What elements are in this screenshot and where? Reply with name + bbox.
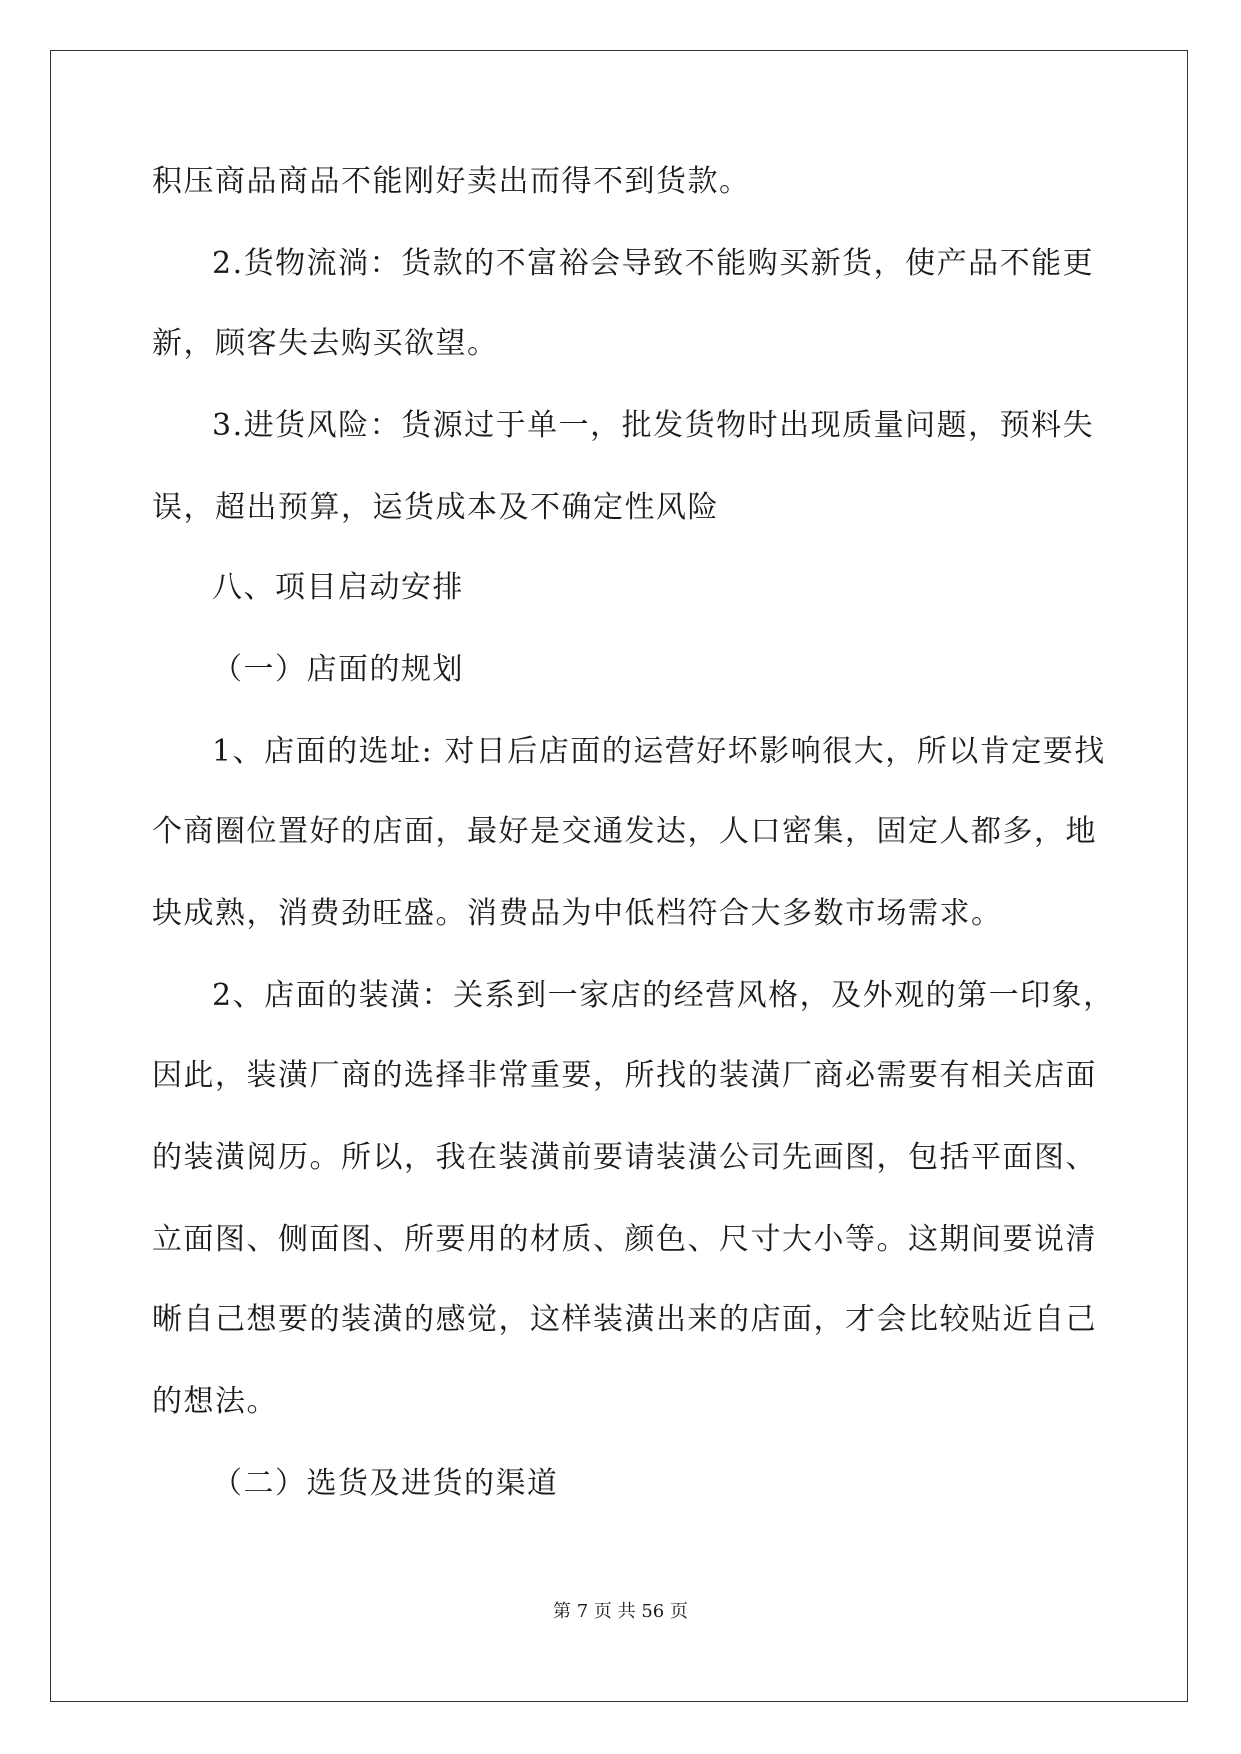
text-line: 1、店面的选址: 对日后店面的运营好坏影响很大，所以肯定要找	[212, 734, 1106, 769]
text-line: 立面图、侧面图、所要用的材质、颜色、尺寸大小等。这期间要说清	[152, 1222, 1097, 1257]
subsection-heading: （二）选货及进货的渠道	[212, 1466, 559, 1501]
section-heading: 八、项目启动安排	[212, 570, 464, 605]
text-line: 晰自己想要的装潢的感觉，这样装潢出来的店面，才会比较贴近自己	[152, 1302, 1097, 1337]
text-line: 3.进货风险：货源过于单一，批发货物时出现质量问题，预料失	[212, 408, 1095, 443]
text-line: 的想法。	[152, 1384, 278, 1419]
text-line: 的装潢阅历。所以，我在装潢前要请装潢公司先画图，包括平面图、	[152, 1140, 1097, 1175]
text-line: 误，超出预算，运货成本及不确定性风险	[152, 490, 719, 525]
subsection-heading: （一）店面的规划	[212, 652, 464, 687]
text-line: 积压商品商品不能刚好卖出而得不到货款。	[152, 164, 751, 199]
text-line: 个商圈位置好的店面，最好是交通发达，人口密集，固定人都多，地	[152, 814, 1097, 849]
text-line: 块成熟，消费劲旺盛。消费品为中低档符合大多数市场需求。	[152, 896, 1003, 931]
text-line: 2、店面的装潢：关系到一家店的经营风格，及外观的第一印象，	[212, 978, 1115, 1013]
text-line: 因此，装潢厂商的选择非常重要，所找的装潢厂商必需要有相关店面	[152, 1058, 1097, 1093]
text-line: 2.货物流淌：货款的不富裕会导致不能购买新货，使产品不能更	[212, 246, 1095, 281]
text-line: 新，顾客失去购买欲望。	[152, 326, 499, 361]
page-frame	[50, 50, 1188, 1702]
page-number: 第 7 页 共 56 页	[553, 1601, 688, 1622]
